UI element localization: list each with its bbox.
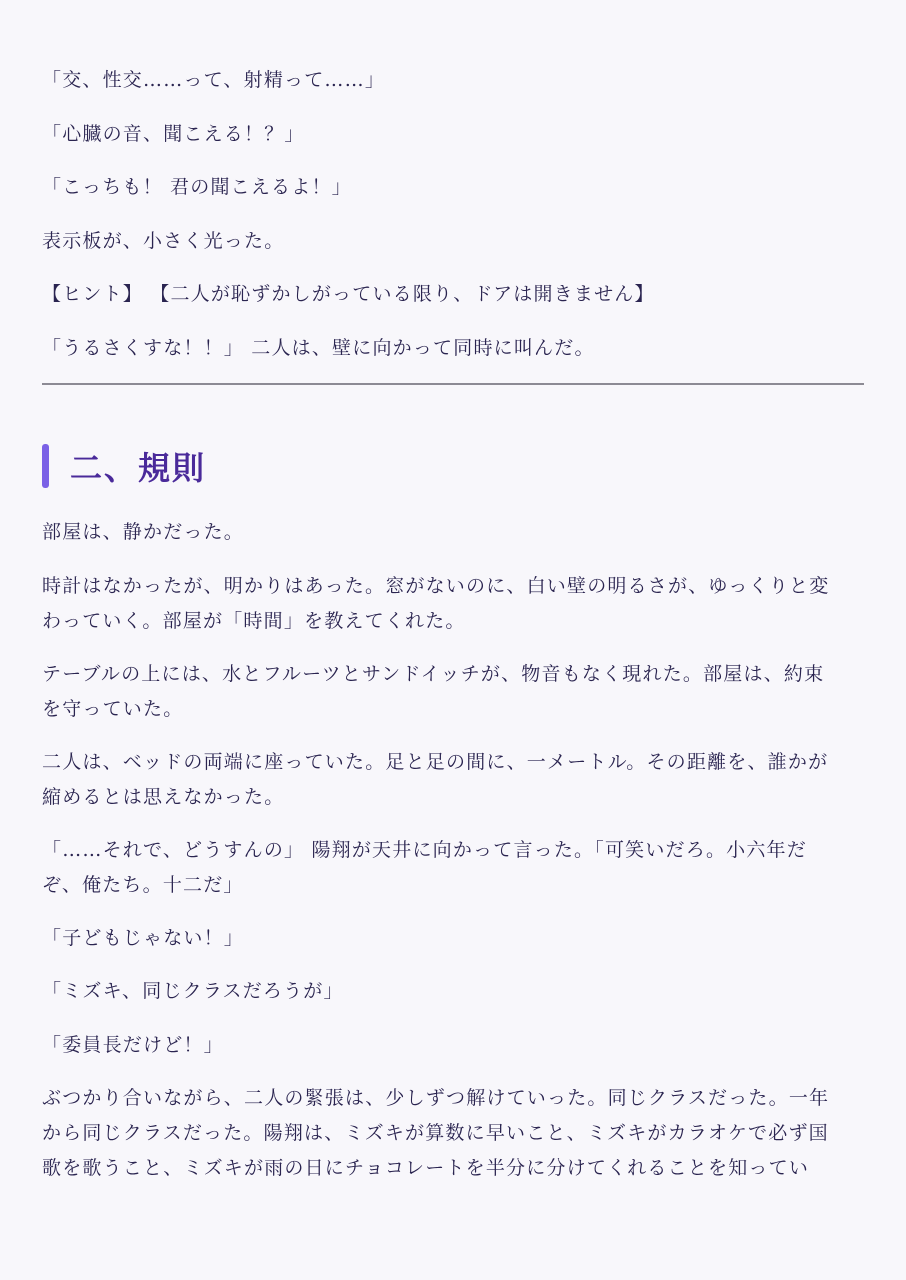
paragraph [42,657,824,727]
paragraph: 「うるさくすな！！」 二人は、壁に向かって同時に叫んだ。 [42,337,595,359]
paragraph-line: 縮めるとは思えなかった。 [42,786,285,808]
paragraph: 「交、性交……って、射精って……」 [42,69,386,91]
paragraph-line: 「委員長だけど！」 [42,1034,224,1056]
section-heading [42,443,206,489]
paragraph: 「心臓の音、聞こえる！？」 [42,123,305,145]
paragraph: 「こっちも！ 君の聞こえるよ！」 [42,176,352,198]
paragraph-line: 時計はなかったが、明かりはあった。窓がないのに、白い壁の明るさが、ゆっくりと変 [42,575,830,597]
paragraph [42,515,244,550]
paragraph-line: 部屋は、静かだった。 [42,521,245,543]
paragraph [42,1028,224,1063]
paragraph-line: 「子どもじゃない！」 [42,927,245,949]
paragraph-line: を守っていた。 [42,698,184,720]
paragraph-line: ぶつかり合いながら、二人の緊張は、少しずつ解けていった。同じクラスだった。一年 [42,1087,830,1109]
paragraph [42,974,344,1009]
paragraph [42,921,244,956]
paragraph [42,833,807,903]
paragraph-line: テーブルの上には、水とフルーツとサンドイッチが、物音もなく現れた。部屋は、約束 [42,663,825,685]
paragraph [42,1081,829,1186]
section-title: 二、規則 [70,449,207,487]
paragraph [42,569,829,639]
paragraph-line: わっていく。部屋が「時間」を教えてくれた。 [42,610,466,632]
paragraph-line: 二人は、ベッドの両端に座っていた。足と足の間に、一メートル。その距離を、誰かが [42,751,829,773]
paragraph-line: 「……それで、どうすんの」 陽翔が天井に向かって言った。「可笑いだろ。小六年だ [42,839,807,861]
paragraph [42,745,828,815]
paragraph-line: から同じクラスだった。陽翔は、ミズキが算数に早いこと、ミズキがカラオケで必ず国 [42,1122,829,1144]
section-divider [42,383,864,385]
paragraph-line: 「ミズキ、同じクラスだろうが」 [42,980,344,1002]
paragraph: 【ヒント】 【二人が恥ずかしがっている限り、ドアは開きません】 [42,283,655,305]
heading-accent-bar [42,444,49,488]
paragraph: 表示板が、小さく光った。 [42,230,285,252]
paragraph-line: 歌を歌うこと、ミズキが雨の日にチョコレートを半分に分けてくれることを知ってい [42,1157,810,1179]
paragraph-line: ぞ、俺たち。十二だ」 [42,874,244,896]
